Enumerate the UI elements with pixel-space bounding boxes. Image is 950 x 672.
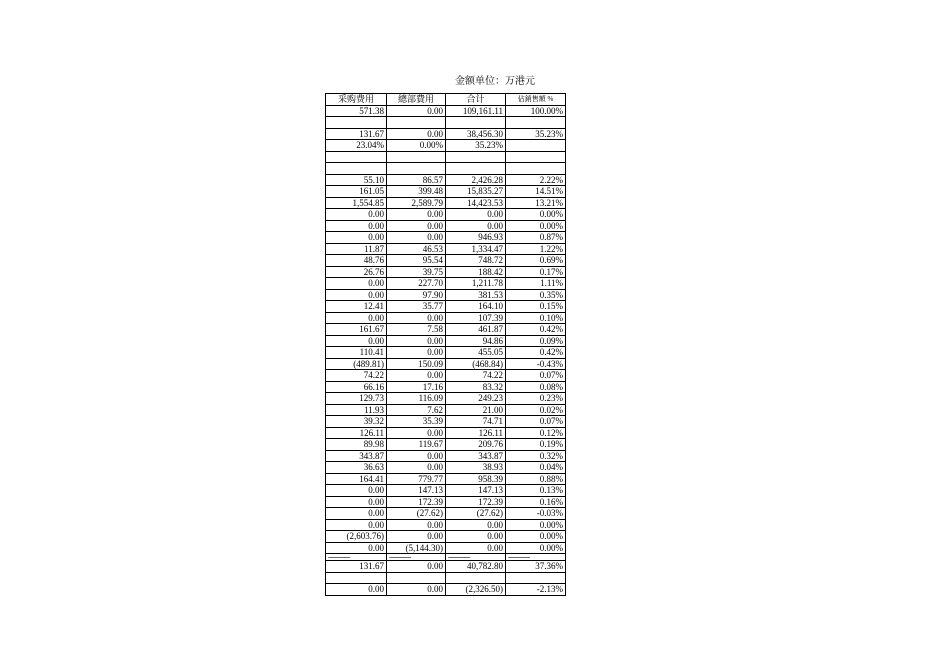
table-cell: 0.00 [387, 347, 446, 359]
table-cell: -0.03% [506, 508, 566, 520]
table-cell: 0.00 [446, 220, 506, 232]
blank-row [326, 572, 566, 584]
table-cell: 399.48 [387, 186, 446, 198]
table-cell: 17.16 [387, 381, 446, 393]
table-row [326, 358, 566, 370]
table-cell: 0.69% [506, 255, 566, 267]
table-cell: 2.22% [506, 174, 566, 186]
table-cell [446, 151, 506, 163]
table-cell: 0.00 [326, 209, 387, 221]
table-row [326, 370, 566, 382]
table-cell: 0.00 [387, 561, 446, 573]
table-cell: 38.93 [446, 462, 506, 474]
table-cell: 0.00 [387, 335, 446, 347]
table-cell [446, 572, 506, 584]
table-cell: 0.00 [446, 531, 506, 543]
table-cell: 343.87 [446, 450, 506, 462]
table-row [326, 197, 566, 209]
table-row [326, 289, 566, 301]
table-cell: 11.93 [326, 404, 387, 416]
table-cell: 0.00 [326, 584, 387, 596]
table-cell: 46.53 [387, 243, 446, 255]
table-cell [506, 140, 566, 152]
table-cell: (27.62) [446, 508, 506, 520]
table-cell: 0.00 [326, 278, 387, 290]
table-cell [387, 572, 446, 584]
table-cell: 1,554.85 [326, 197, 387, 209]
table-cell: 0.10% [506, 312, 566, 324]
header-total: 合计 [446, 94, 506, 106]
table-cell: 227.70 [387, 278, 446, 290]
table-cell: 0.00 [387, 220, 446, 232]
table-row [326, 496, 566, 508]
table-cell: 0.00 [387, 209, 446, 221]
table-cell: 188.42 [446, 266, 506, 278]
table-cell: 74.22 [326, 370, 387, 382]
table-cell [446, 117, 506, 129]
table-cell: 0.35% [506, 289, 566, 301]
table-row [326, 473, 566, 485]
table-cell [326, 163, 387, 175]
table-cell: 97.90 [387, 289, 446, 301]
table-cell: 0.00 [387, 370, 446, 382]
table-cell: 100.00% [506, 105, 566, 117]
table-cell: 172.39 [387, 496, 446, 508]
table-cell: 571.38 [326, 105, 387, 117]
table-cell [326, 151, 387, 163]
table-row [326, 335, 566, 347]
table-cell: 126.11 [326, 427, 387, 439]
table-cell: 94.86 [446, 335, 506, 347]
table-cell: 21.00 [446, 404, 506, 416]
table-cell: 172.39 [446, 496, 506, 508]
table-cell: 55.10 [326, 174, 387, 186]
table-row [326, 255, 566, 267]
table-cell: 0.00 [326, 519, 387, 531]
table-cell: 1,211.78 [446, 278, 506, 290]
table-cell: 0.00 [326, 508, 387, 520]
table-cell: 343.87 [326, 450, 387, 462]
table-row [326, 462, 566, 474]
table-row [326, 128, 566, 140]
table-cell: 116.09 [387, 393, 446, 405]
table-cell: 0.00 [387, 312, 446, 324]
table-cell: (489.81) [326, 358, 387, 370]
table-cell: 0.00 [387, 450, 446, 462]
table-row [326, 450, 566, 462]
table-cell: 126.11 [446, 427, 506, 439]
table-row [326, 232, 566, 244]
table-cell: 0.00 [387, 128, 446, 140]
table-cell: 249.23 [446, 393, 506, 405]
table-cell: (5,144.30) [387, 542, 446, 554]
table-cell: 36.63 [326, 462, 387, 474]
table-cell: 66.16 [326, 381, 387, 393]
table-row [326, 381, 566, 393]
table-cell: 13.21% [506, 197, 566, 209]
table-cell: ---------------- [387, 554, 446, 561]
table-cell [326, 572, 387, 584]
table-cell: 0.15% [506, 301, 566, 313]
table-row [326, 301, 566, 313]
table-cell: 0.23% [506, 393, 566, 405]
table-cell: 1.22% [506, 243, 566, 255]
table-cell: 0.00% [387, 140, 446, 152]
table-cell: 0.00% [506, 519, 566, 531]
table-cell: 0.00 [387, 519, 446, 531]
table-cell: 12.41 [326, 301, 387, 313]
table-cell: ---------------- [446, 554, 506, 561]
table-cell: -2.13% [506, 584, 566, 596]
table-cell: 0.00 [387, 531, 446, 543]
table-cell: 455.05 [446, 347, 506, 359]
table-cell [387, 151, 446, 163]
table-cell: 35.77 [387, 301, 446, 313]
table-cell: 0.00% [506, 531, 566, 543]
table-cell: 74.71 [446, 416, 506, 428]
table-cell: (468.84) [446, 358, 506, 370]
table-row [326, 404, 566, 416]
table-cell: 40,782.80 [446, 561, 506, 573]
table-body [326, 105, 566, 595]
table-row [326, 439, 566, 451]
header-purchasing-cost: 采购费用 [326, 94, 387, 106]
table-cell: 0.08% [506, 381, 566, 393]
table-cell: 0.00 [387, 462, 446, 474]
table-cell: 2,426.28 [446, 174, 506, 186]
table-cell: 95.54 [387, 255, 446, 267]
table-cell: 131.67 [326, 561, 387, 573]
unit-label: 金额单位：万港元 [455, 76, 535, 87]
table-cell [387, 163, 446, 175]
table-cell: 2,589.79 [387, 197, 446, 209]
table-cell: 0.88% [506, 473, 566, 485]
table-row [326, 561, 566, 573]
table-cell: 779.77 [387, 473, 446, 485]
table-cell: 0.00 [446, 542, 506, 554]
table-cell: 86.57 [387, 174, 446, 186]
table-cell: 39.75 [387, 266, 446, 278]
table-cell [326, 117, 387, 129]
table-row [326, 584, 566, 596]
table-row [326, 347, 566, 359]
table-cell: 0.00 [326, 289, 387, 301]
table-row [326, 174, 566, 186]
table-cell [387, 117, 446, 129]
table-cell: 147.13 [446, 485, 506, 497]
table-row [326, 186, 566, 198]
table-cell: 35.23% [506, 128, 566, 140]
table-cell: ---------------- [326, 554, 387, 561]
table-cell: 0.00 [387, 105, 446, 117]
table-cell: 0.32% [506, 450, 566, 462]
table-cell: 0.07% [506, 370, 566, 382]
separator-row [326, 554, 566, 561]
table-cell: 7.62 [387, 404, 446, 416]
table-cell: 15,835.27 [446, 186, 506, 198]
table-cell: 0.00 [326, 496, 387, 508]
table-cell: 147.13 [387, 485, 446, 497]
table-cell: 11.87 [326, 243, 387, 255]
table-cell: 958.39 [446, 473, 506, 485]
table-cell: 381.53 [446, 289, 506, 301]
header-row [326, 94, 566, 106]
table-cell: 0.00 [326, 232, 387, 244]
table-cell: 109,161.11 [446, 105, 506, 117]
table-cell: 0.12% [506, 427, 566, 439]
table-row [326, 393, 566, 405]
table-cell: 129.73 [326, 393, 387, 405]
table-cell: 23.04% [326, 140, 387, 152]
table-cell: 0.00% [506, 209, 566, 221]
table-cell: (2,326.50) [446, 584, 506, 596]
table-row [326, 519, 566, 531]
table-cell: ---------------- [506, 554, 566, 561]
table-cell [506, 117, 566, 129]
table-cell: 161.67 [326, 324, 387, 336]
expense-table [325, 93, 566, 596]
table-cell: 74.22 [446, 370, 506, 382]
blank-row [326, 151, 566, 163]
table-cell: 14,423.53 [446, 197, 506, 209]
header-sales-percent: 佔銷售額 % [506, 94, 566, 106]
table-cell: 946.93 [446, 232, 506, 244]
table-cell: 0.00 [446, 519, 506, 531]
table-cell: 0.00 [326, 542, 387, 554]
table-row [326, 531, 566, 543]
table-cell: 164.41 [326, 473, 387, 485]
table-cell: 37.36% [506, 561, 566, 573]
table-cell: 0.42% [506, 324, 566, 336]
table-cell: 0.00% [506, 542, 566, 554]
table-row [326, 427, 566, 439]
table-row [326, 485, 566, 497]
table-cell: 0.07% [506, 416, 566, 428]
table-cell: 0.00 [326, 220, 387, 232]
table-row [326, 140, 566, 152]
table-cell: 39.32 [326, 416, 387, 428]
table-cell: 0.00 [446, 209, 506, 221]
table-cell: 131.67 [326, 128, 387, 140]
table-cell: -0.43% [506, 358, 566, 370]
table-cell: 461.87 [446, 324, 506, 336]
table-cell: 209.76 [446, 439, 506, 451]
table-row [326, 209, 566, 221]
table-cell [506, 163, 566, 175]
table-cell: 161.05 [326, 186, 387, 198]
table-cell: 164.10 [446, 301, 506, 313]
table-cell: 107.39 [446, 312, 506, 324]
table-cell: 0.04% [506, 462, 566, 474]
table-cell: 0.00 [326, 485, 387, 497]
table-cell: 748.72 [446, 255, 506, 267]
table-row [326, 312, 566, 324]
table-row [326, 105, 566, 117]
table-cell: 0.09% [506, 335, 566, 347]
table-cell: 0.00 [387, 232, 446, 244]
table-cell: 0.00 [326, 335, 387, 347]
table-cell: 110.41 [326, 347, 387, 359]
table-cell: (2,603.76) [326, 531, 387, 543]
table-cell: 0.00 [326, 312, 387, 324]
table-cell: 35.23% [446, 140, 506, 152]
table-cell: 0.02% [506, 404, 566, 416]
table-cell: 1.11% [506, 278, 566, 290]
table-cell: (27.62) [387, 508, 446, 520]
table-row [326, 243, 566, 255]
header-hq-cost: 總部費用 [387, 94, 446, 106]
table-row [326, 416, 566, 428]
table-cell [506, 572, 566, 584]
table-cell: 48.76 [326, 255, 387, 267]
table-cell: 150.09 [387, 358, 446, 370]
blank-row [326, 163, 566, 175]
table-cell: 38,456.30 [446, 128, 506, 140]
table-cell: 0.16% [506, 496, 566, 508]
table-cell: 0.42% [506, 347, 566, 359]
blank-row [326, 117, 566, 129]
table-row [326, 220, 566, 232]
table-cell: 14.51% [506, 186, 566, 198]
table-cell: 83.32 [446, 381, 506, 393]
table-cell: 0.00 [387, 427, 446, 439]
table-row [326, 278, 566, 290]
table-cell: 0.17% [506, 266, 566, 278]
table-row [326, 266, 566, 278]
table-cell: 7.58 [387, 324, 446, 336]
table-cell [506, 151, 566, 163]
table-row [326, 542, 566, 554]
table-row [326, 508, 566, 520]
table-cell: 26.76 [326, 266, 387, 278]
table-cell: 0.13% [506, 485, 566, 497]
table-cell: 0.87% [506, 232, 566, 244]
table-cell: 0.19% [506, 439, 566, 451]
table-cell: 0.00 [387, 584, 446, 596]
table-cell [446, 163, 506, 175]
table-cell: 0.00% [506, 220, 566, 232]
table-row [326, 324, 566, 336]
table-cell: 119.67 [387, 439, 446, 451]
table-cell: 89.98 [326, 439, 387, 451]
table-cell: 1,334.47 [446, 243, 506, 255]
table-cell: 35.39 [387, 416, 446, 428]
